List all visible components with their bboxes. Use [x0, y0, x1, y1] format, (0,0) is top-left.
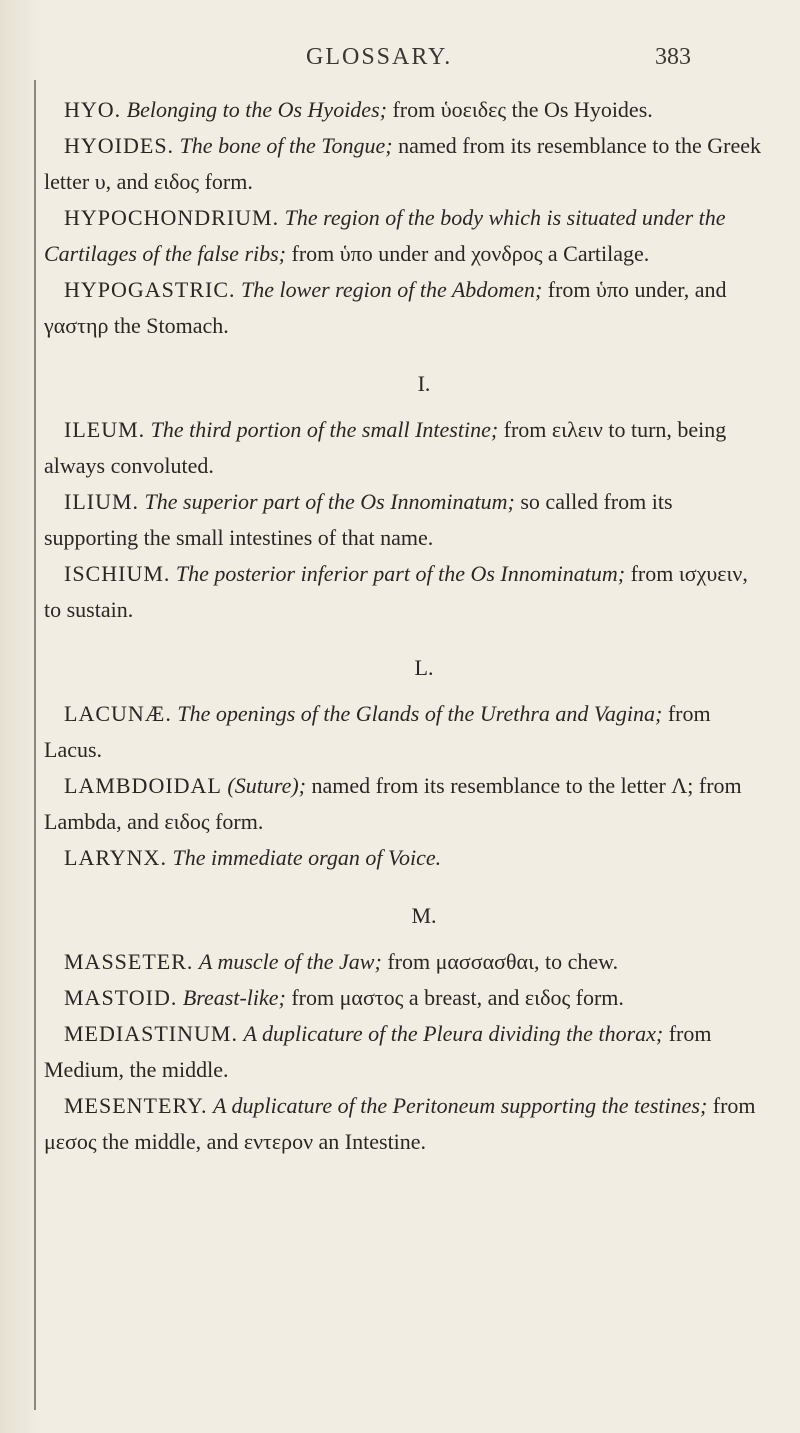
glossary-entry: [44, 944, 764, 980]
entry-term: HYPOCHONDRIUM.: [64, 205, 280, 230]
entry-definition: (Suture);: [227, 773, 306, 798]
entry-etymology: from μασσασθαι, to chew.: [381, 949, 619, 974]
entry-term: HYO.: [64, 97, 122, 122]
section-heading: L.: [414, 655, 434, 680]
entry-definition: Breast-like;: [182, 985, 286, 1010]
entry-definition: The lower region of the Abdomen;: [241, 277, 543, 302]
entry-etymology: from μεσος the middle, and εντερον an Intestine.: [44, 1093, 756, 1154]
glossary-entry: [44, 92, 764, 128]
entry-definition: The bone of the Tongue;: [179, 133, 393, 158]
glossary-entry: [44, 980, 764, 1016]
entry-etymology: from ὑοειδες the Os Hyoides.: [386, 97, 653, 122]
entry-etymology: from μαστος a breast, and ειδος form.: [285, 985, 624, 1010]
section-l: [44, 650, 764, 876]
glossary-entry: [44, 200, 764, 272]
section-heading: I.: [417, 371, 431, 396]
section-heading: M.: [411, 903, 437, 928]
glossary-entry: [44, 696, 764, 768]
entry-definition: A muscle of the Jaw;: [198, 949, 382, 974]
entry-term: LACUNÆ.: [64, 701, 172, 726]
entry-etymology: named from its resemblance to the letter Λ; from Lambda, and ειδος form.: [44, 773, 742, 834]
entry-definition: A duplicature of the Pleura dividing the thorax;: [243, 1021, 664, 1046]
entry-etymology: from ισχυειν, to sustain.: [44, 561, 748, 622]
glossary-entry: [44, 128, 764, 200]
entry-etymology: so called from its supporting the small intestines of that name.: [44, 489, 673, 550]
glossary-entry: [44, 484, 764, 556]
binding-edge: [34, 80, 36, 1410]
entry-definition: The superior part of the Os Innominatum;: [144, 489, 515, 514]
entry-term: ILIUM.: [64, 489, 140, 514]
entry-definition: The third portion of the small Intestine;: [150, 417, 499, 442]
entry-etymology: from ειλειν to turn, being always convoluted.: [44, 417, 727, 478]
entry-definition: A duplicature of the Peritoneum supporting the testines;: [212, 1093, 708, 1118]
glossary-entry: [44, 768, 764, 840]
glossary-entry: [44, 1088, 764, 1160]
entry-definition: The region of the body which is situated under the Cartilages of the false ribs;: [44, 205, 726, 266]
entry-term: MEDIASTINUM.: [64, 1021, 238, 1046]
entry-term: MASSETER.: [64, 949, 194, 974]
running-title: GLOSSARY.: [306, 44, 453, 70]
entry-etymology: from Medium, the middle.: [44, 1021, 712, 1082]
entry-etymology: named from its resemblance to the Greek letter υ, and ειδος form.: [44, 133, 761, 194]
entry-term: HYPOGASTRIC.: [64, 277, 236, 302]
glossary-entry: [44, 1016, 764, 1088]
entry-term: LAMBDOIDAL: [64, 773, 222, 798]
entry-term: ISCHIUM.: [64, 561, 171, 586]
entry-term: ILEUM.: [64, 417, 146, 442]
entry-definition: Belonging to the Os Hyoides;: [126, 97, 387, 122]
entry-etymology: from Lacus.: [44, 701, 711, 762]
entry-definition: The posterior inferior part of the Os Innominatum;: [175, 561, 626, 586]
page-number: 383: [655, 44, 691, 70]
section-h: [44, 92, 764, 344]
entry-term: LARYNX.: [64, 845, 167, 870]
entry-term: HYOIDES.: [64, 133, 175, 158]
entry-definition: The immediate organ of Voice.: [172, 845, 442, 870]
glossary-entry: [44, 272, 764, 344]
glossary-entry: [44, 840, 764, 876]
entry-etymology: from ὑπο under and χονδρος a Cartilage.: [286, 241, 650, 266]
glossary-body: [44, 92, 764, 1160]
page-header: [0, 44, 800, 84]
entry-term: MESENTERY.: [64, 1093, 208, 1118]
glossary-entry: [44, 412, 764, 484]
entry-definition: The openings of the Glands of the Urethra and Vagina;: [177, 701, 663, 726]
entry-etymology: from ὑπο under, and γαστηρ the Stomach.: [44, 277, 727, 338]
entry-term: MASTOID.: [64, 985, 178, 1010]
section-m: [44, 898, 764, 1160]
glossary-entry: [44, 556, 764, 628]
section-i: [44, 366, 764, 628]
